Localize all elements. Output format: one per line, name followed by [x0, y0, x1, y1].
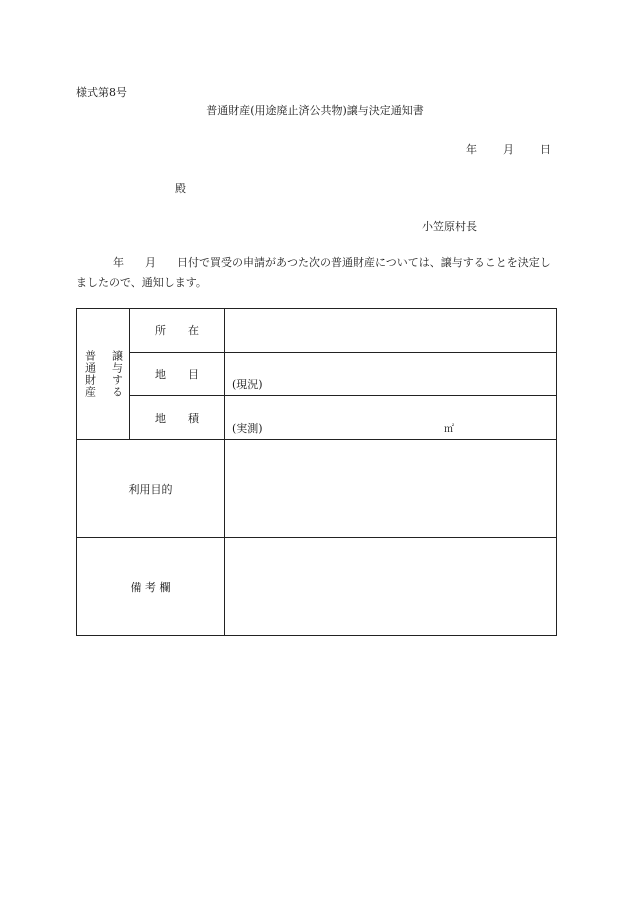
group-label-transfer: 譲与する [110, 350, 124, 398]
area-value[interactable] [225, 396, 557, 440]
location-value[interactable] [225, 309, 557, 353]
body-year: 年 [113, 256, 124, 269]
recipient-honorific: 殿 [175, 182, 186, 195]
body-text: 日付で買受の申請があつた次の普通財産については、譲与することを決定しましたので、通知します。 [76, 256, 551, 289]
area-label: 地 積 [130, 396, 225, 440]
table-row [77, 352, 557, 396]
table-row [77, 396, 557, 440]
remarks-label: 備 考 欄 [77, 538, 225, 636]
remarks-value[interactable] [225, 538, 557, 636]
surveyed-note: (実測) [232, 421, 263, 435]
group-label-property: 普通財産 [83, 350, 97, 398]
table-row [77, 538, 557, 636]
table-row [77, 309, 557, 353]
date-year: 年 [466, 143, 477, 156]
body-paragraph [76, 253, 558, 293]
property-table [76, 308, 557, 636]
square-meter-unit: ㎡ [444, 423, 454, 435]
property-group-label [77, 309, 130, 440]
location-label: 所 在 [130, 309, 225, 353]
form-number: 様式第8号 [76, 86, 127, 99]
date-day: 日 [540, 143, 551, 156]
document-title: 普通財産(用途廃止済公共物)譲与決定通知書 [206, 104, 424, 117]
current-state-note: (現況) [232, 377, 263, 391]
land-category-label: 地 目 [130, 352, 225, 396]
body-month: 月 [145, 256, 156, 269]
issuer-name: 小笠原村長 [422, 220, 477, 233]
purpose-label: 利用目的 [77, 440, 225, 538]
purpose-value[interactable] [225, 440, 557, 538]
land-category-value[interactable] [225, 352, 557, 396]
date-month: 月 [503, 143, 514, 156]
date-line [466, 141, 551, 157]
table-row [77, 440, 557, 538]
